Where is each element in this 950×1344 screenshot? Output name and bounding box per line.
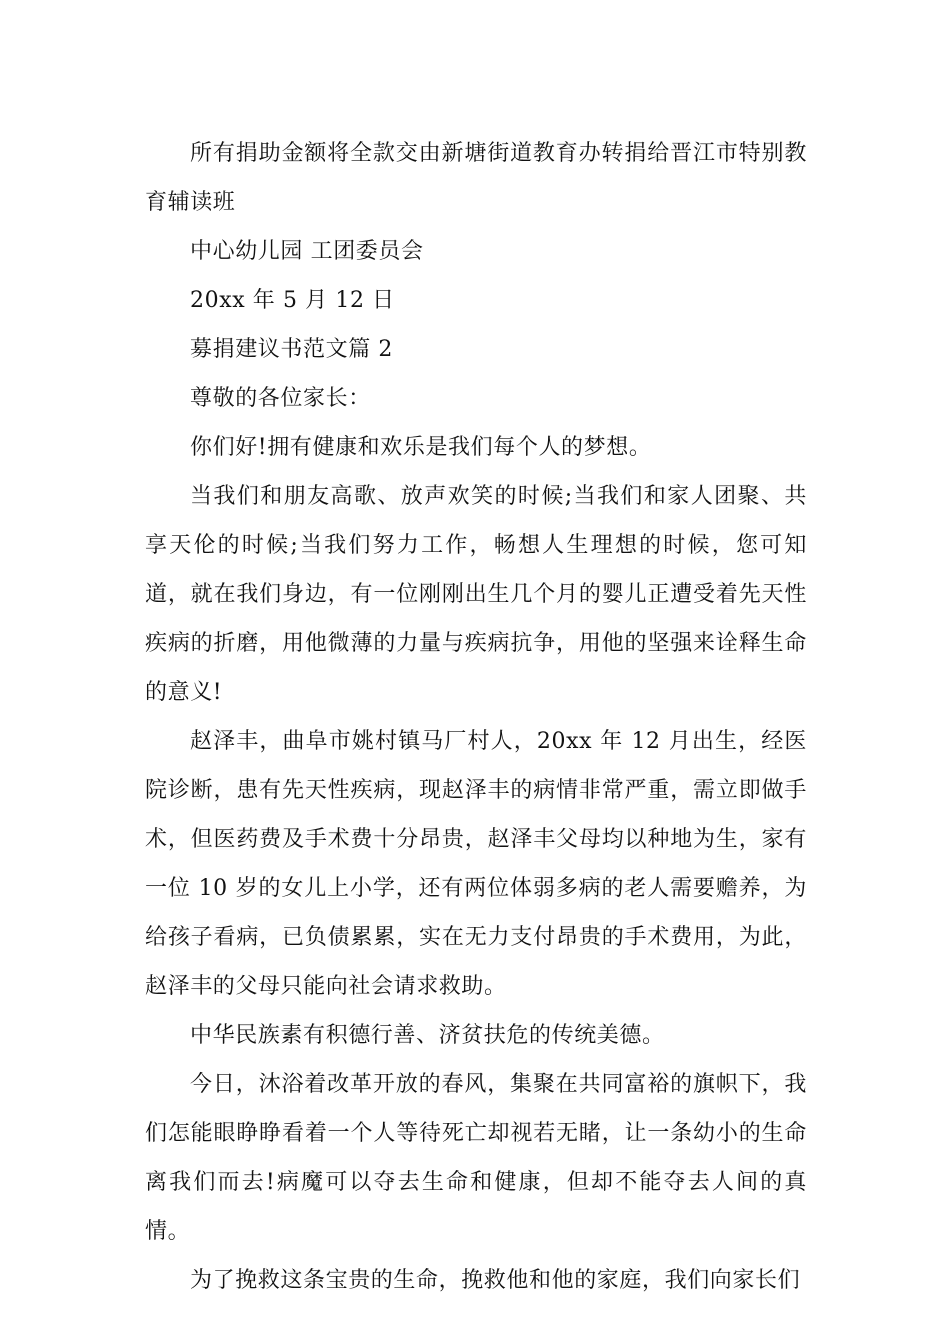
paragraph-date: 20xx 年 5 月 12 日 (190, 288, 395, 313)
paragraph-salutation: 尊敬的各位家长： (190, 386, 371, 411)
paragraph-section-title: 募捐建议书范文篇 2 (190, 337, 393, 362)
paragraph-patient-story: 赵泽丰，曲阜市姚村镇马厂村人，20xx 年 12 月出生，经医院诊断，患有先天性疾病，现赵泽丰的病情非常严重，需立即做手术，但医药费及手术费十分昂贵，赵泽丰父母均以种地为生，家有一位 10 岁的女儿上小学，还有两位体弱多病的老人需要赡养，为给孩子看病，已负债累累，实在无力支付昂贵的手术费用，为此，赵泽丰的父母只能向社会请求救助。 (145, 729, 807, 999)
paragraph-call-to-action: 为了挽救这条宝贵的生命，挽救他和他的家庭，我们向家长们 (190, 1268, 801, 1293)
paragraph-introduction: 当我们和朋友高歌、放声欢笑的时候;当我们和家人团聚、共享天伦的时候;当我们努力工作，畅想人生理想的时候，您可知道，就在我们身边，有一位刚刚出生几个月的婴儿正遭受着先天性疾病的折磨，用他微薄的力量与疾病抗争，用他的坚强来诠释生命的意义! (145, 484, 807, 705)
paragraph-greeting: 你们好!拥有健康和欢乐是我们每个人的梦想。 (190, 435, 652, 460)
paragraph-signature-organization: 中心幼儿园 工团委员会 (190, 239, 424, 264)
document-body (145, 129, 807, 1305)
paragraph-appeal: 今日，沐浴着改革开放的春风，集聚在共同富裕的旗帜下，我们怎能眼睁睁看着一个人等待死亡却视若无睹，让一条幼小的生命离我们而去!病魔可以夺去生命和健康，但却不能夺去人间的真情。 (145, 1072, 807, 1244)
paragraph-tradition: 中华民族素有积德行善、济贫扶危的传统美德。 (190, 1023, 665, 1048)
paragraph-donation-destination: 所有捐助金额将全款交由新塘街道教育办转捐给晋江市特别教育辅读班 (145, 141, 807, 215)
